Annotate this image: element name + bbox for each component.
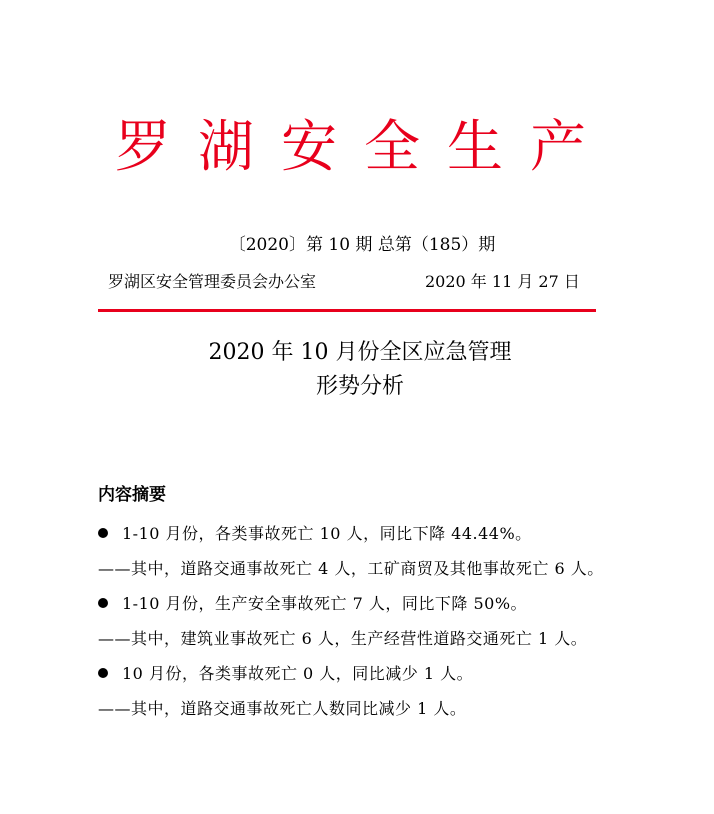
document-title-line-2: 形势分析 xyxy=(315,374,404,399)
bullet-icon xyxy=(98,668,108,678)
summary-section xyxy=(98,482,658,726)
document-title xyxy=(0,336,714,404)
summary-detail-item: ——其中，建筑业事故死亡 6 人，生产经营性道路交通死亡 1 人。 xyxy=(98,629,588,648)
summary-detail-item: ——其中，道路交通事故死亡 4 人，工矿商贸及其他事故死亡 6 人。 xyxy=(98,559,604,578)
summary-heading: 内容摘要 xyxy=(98,485,166,505)
publisher-office: 罗湖区安全管理委员会办公室 xyxy=(108,272,317,291)
issue-number: 〔2020〕第 10 期 总第（185）期 xyxy=(228,235,496,255)
summary-item-text: 1-10 月份，生产安全事故死亡 7 人，同比下降 50%。 xyxy=(122,594,528,613)
masthead-title: 罗湖安全生产 xyxy=(115,115,613,180)
summary-detail-item: ——其中，道路交通事故死亡人数同比减少 1 人。 xyxy=(98,699,467,718)
summary-bullet-item xyxy=(98,516,658,552)
bullet-icon xyxy=(98,598,108,608)
red-divider xyxy=(98,309,596,312)
bullet-icon xyxy=(98,528,108,538)
summary-item-text: 10 月份，各类事故死亡 0 人，同比减少 1 人。 xyxy=(122,664,474,683)
summary-bullet-item xyxy=(98,586,658,622)
document-title-line-1: 2020 年 10 月份全区应急管理 xyxy=(208,340,512,365)
summary-bullet-item xyxy=(98,656,658,692)
summary-item-text: 1-10 月份，各类事故死亡 10 人，同比下降 44.44%。 xyxy=(122,524,532,543)
publish-date: 2020 年 11 月 27 日 xyxy=(425,272,580,291)
